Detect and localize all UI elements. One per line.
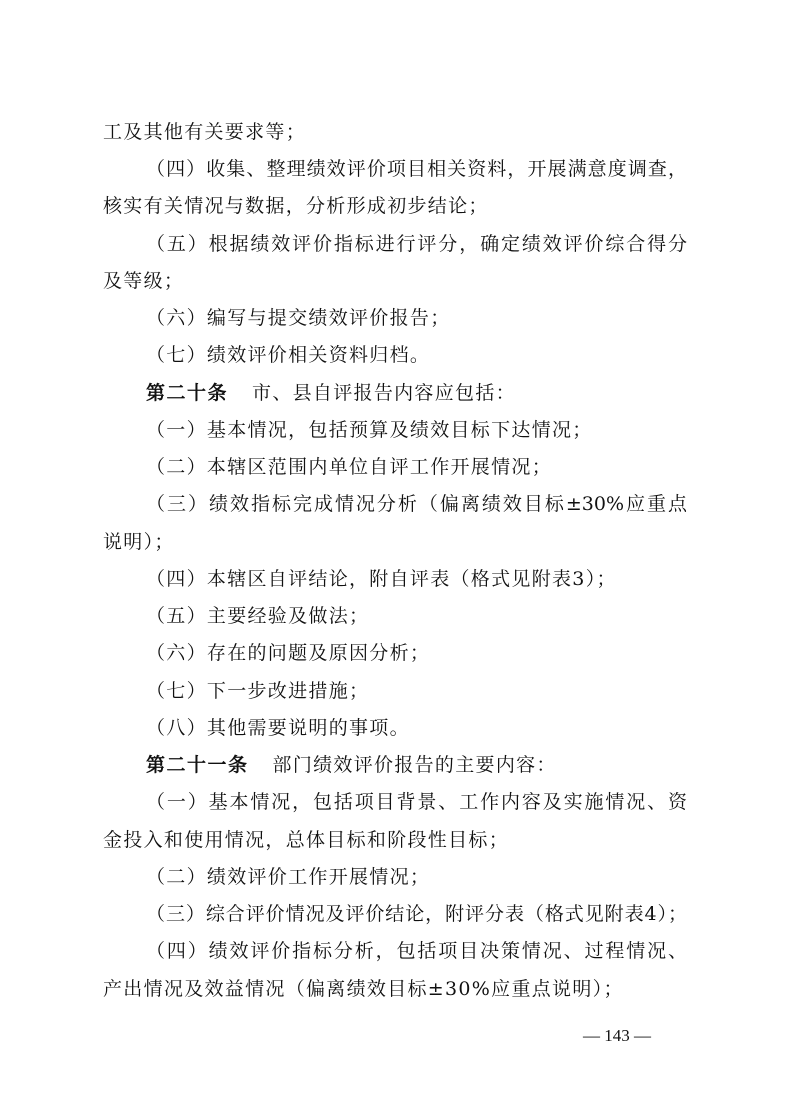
text-line-22: （三）综合评价情况及评价结论，附评分表（格式见附表4）；: [146, 903, 687, 925]
article-21-text: 部门绩效评价报告的主要内容：: [272, 754, 557, 776]
text-line-3: 核实有关情况与数据，分析形成初步结论；: [103, 195, 489, 217]
article-20-text: 市、县自评报告内容应包括：: [252, 382, 516, 404]
text-line-12: 说明）；: [103, 531, 175, 553]
text-line-19: （一）基本情况，包括项目背景、工作内容及实施情况、资: [146, 791, 687, 813]
text-line-6: （六）编写与提交绩效评价报告；: [146, 307, 451, 329]
article-20-line: [146, 381, 516, 405]
page-number: — 143 —: [583, 1026, 651, 1045]
text-line-2: （四）收集、整理绩效评价项目相关资料，开展满意度调查，: [146, 158, 687, 180]
text-line-9: （一）基本情况，包括预算及绩效目标下达情况；: [146, 419, 593, 441]
text-line-7: （七）绩效评价相关资料归档。: [146, 344, 431, 366]
text-line-13: （四）本辖区自评结论，附自评表（格式见附表3）；: [146, 568, 617, 590]
text-line-1: 工及其他有关要求等；: [103, 121, 307, 143]
text-line-23: （四）绩效评价指标分析，包括项目决策情况、过程情况、: [146, 940, 687, 962]
text-line-20: 金投入和使用情况，总体目标和阶段性目标；: [103, 829, 510, 851]
text-line-4: （五）根据绩效评价指标进行评分，确定绩效评价综合得分: [146, 233, 687, 255]
text-line-10: （二）本辖区范围内单位自评工作开展情况；: [146, 456, 553, 478]
text-line-11: （三）绩效指标完成情况分析（偏离绩效目标±30%应重点: [146, 493, 687, 515]
article-20-title: 第二十条: [146, 382, 229, 404]
text-line-17: （八）其他需要说明的事项。: [146, 717, 410, 739]
text-line-14: （五）主要经验及做法；: [146, 605, 370, 627]
text-line-24: 产出情况及效益情况（偏离绩效目标±30%应重点说明）；: [103, 978, 624, 1000]
text-line-16: （七）下一步改进措施；: [146, 680, 370, 702]
text-line-15: （六）存在的问题及原因分析；: [146, 642, 431, 664]
text-line-5: 及等级；: [103, 270, 185, 292]
article-21-title: 第二十一条: [146, 754, 249, 776]
text-line-21: （二）绩效评价工作开展情况；: [146, 866, 431, 888]
article-21-line: [146, 753, 557, 777]
